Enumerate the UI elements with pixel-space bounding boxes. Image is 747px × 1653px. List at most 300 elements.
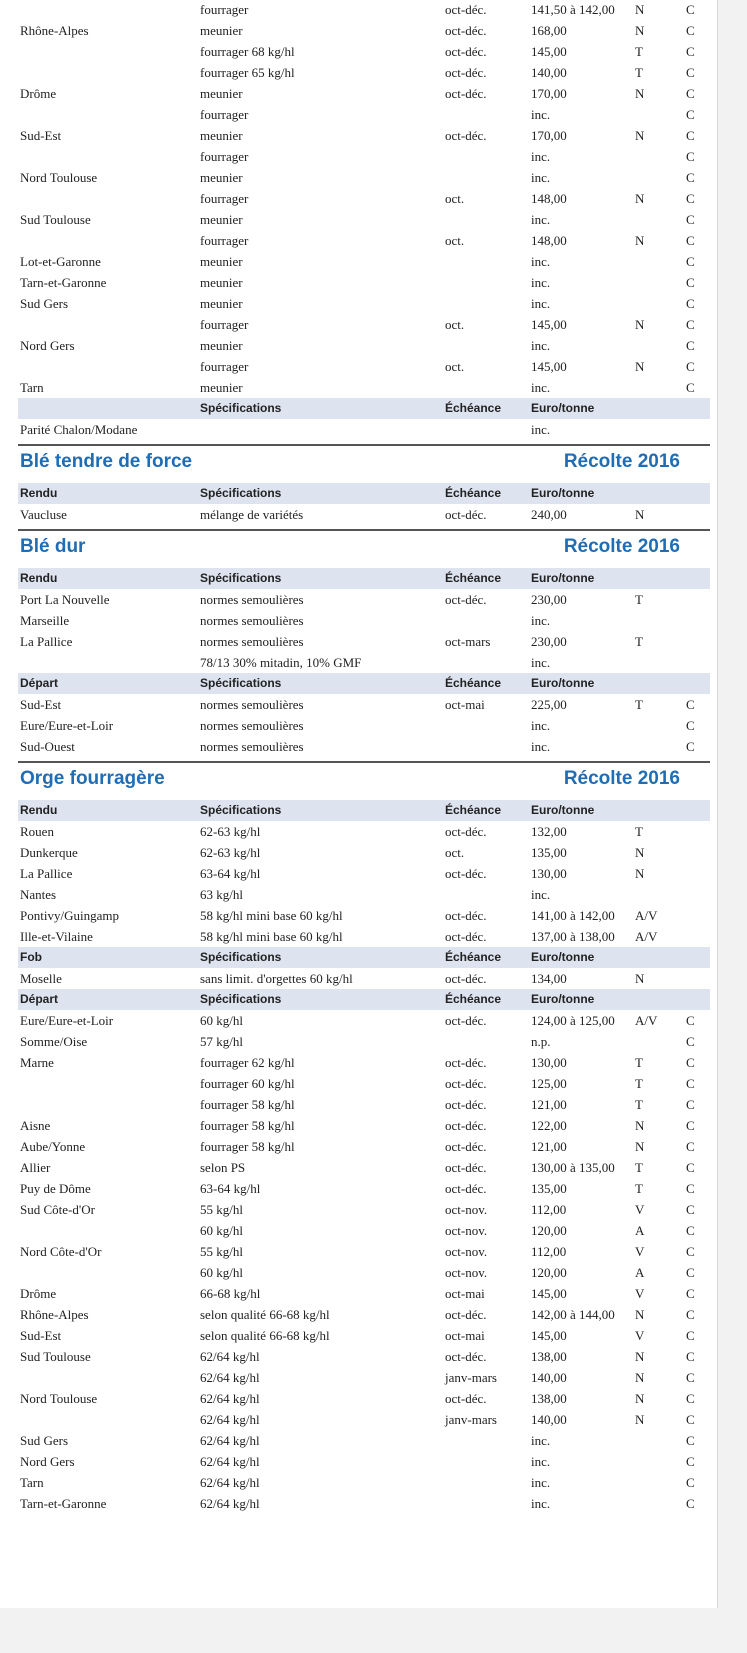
price-cell: 148,00: [531, 233, 567, 248]
condition-cell: C: [686, 275, 695, 290]
price-cell: inc.: [531, 380, 551, 395]
delivery-cell: N: [635, 507, 645, 522]
delivery-cell: A/V: [635, 1013, 658, 1028]
price-cell: 240,00: [531, 507, 567, 522]
table-row: [18, 968, 710, 989]
location-cell: Tarn: [20, 1475, 44, 1490]
table-row: [18, 1220, 710, 1241]
condition-cell: C: [686, 212, 695, 227]
table-row: [18, 842, 710, 863]
table-header-row: [18, 483, 710, 504]
due-cell: oct.: [445, 191, 465, 206]
column-header: Rendu: [20, 486, 58, 500]
location-cell: Nord Gers: [20, 338, 75, 353]
spec-cell: sans limit. d'orgettes 60 kg/hl: [200, 971, 353, 986]
due-cell: oct.: [445, 359, 465, 374]
condition-cell: C: [686, 1223, 695, 1238]
location-cell: Sud Côte-d'Or: [20, 1202, 95, 1217]
price-cell: 230,00: [531, 634, 567, 649]
location-cell: Marne: [20, 1055, 54, 1070]
location-cell: Puy de Dôme: [20, 1181, 91, 1196]
price-cell: 138,00: [531, 1349, 567, 1364]
spec-cell: mélange de variétés: [200, 507, 304, 522]
condition-cell: C: [686, 1118, 695, 1133]
column-header: Échéance: [445, 992, 502, 1006]
table-row: [18, 1010, 710, 1031]
spec-cell: 62-63 kg/hl: [200, 845, 261, 860]
due-cell: oct-déc.: [445, 1013, 487, 1028]
location-cell: Rhône-Alpes: [20, 23, 89, 38]
location-cell: Sud Toulouse: [20, 212, 91, 227]
spec-cell: fourrager: [200, 107, 249, 122]
table-row: [18, 293, 710, 314]
table-row: [18, 41, 710, 62]
delivery-cell: V: [635, 1328, 645, 1343]
condition-cell: C: [686, 23, 695, 38]
condition-cell: C: [686, 1475, 695, 1490]
spec-cell: fourrager: [200, 317, 249, 332]
delivery-cell: N: [635, 86, 645, 101]
due-cell: oct-déc.: [445, 2, 487, 17]
spec-cell: 62/64 kg/hl: [200, 1349, 260, 1364]
location-cell: Sud-Ouest: [20, 739, 75, 754]
condition-cell: C: [686, 170, 695, 185]
section-title: Blé dur: [20, 536, 86, 557]
column-header: Échéance: [445, 676, 502, 690]
due-cell: oct-déc.: [445, 908, 487, 923]
spec-cell: meunier: [200, 86, 243, 101]
spec-cell: 62/64 kg/hl: [200, 1412, 260, 1427]
condition-cell: C: [686, 1244, 695, 1259]
spec-cell: meunier: [200, 380, 243, 395]
table-row: [18, 83, 710, 104]
delivery-cell: N: [635, 317, 645, 332]
delivery-cell: N: [635, 1349, 645, 1364]
spec-cell: meunier: [200, 338, 243, 353]
price-cell: inc.: [531, 718, 551, 733]
location-cell: Drôme: [20, 1286, 57, 1301]
price-cell: 145,00: [531, 1328, 567, 1343]
table-row: [18, 694, 710, 715]
spec-cell: 63 kg/hl: [200, 887, 243, 902]
location-cell: Aube/Yonne: [20, 1139, 86, 1154]
spec-cell: fourrager: [200, 233, 249, 248]
due-cell: oct-déc.: [445, 1118, 487, 1133]
condition-cell: C: [686, 1286, 695, 1301]
table-row: [18, 209, 710, 230]
condition-cell: C: [686, 191, 695, 206]
table-row: [18, 884, 710, 905]
condition-cell: C: [686, 1139, 695, 1154]
spec-cell: meunier: [200, 254, 243, 269]
price-cell: 112,00: [531, 1244, 567, 1259]
table-header-row: [18, 989, 710, 1010]
price-cell: inc.: [531, 338, 551, 353]
table-row: [18, 188, 710, 209]
delivery-cell: N: [635, 2, 645, 17]
spec-cell: meunier: [200, 170, 243, 185]
section-divider: [18, 761, 710, 763]
price-cell: 134,00: [531, 971, 567, 986]
due-cell: oct-déc.: [445, 1307, 487, 1322]
delivery-cell: N: [635, 23, 645, 38]
spec-cell: 63-64 kg/hl: [200, 866, 261, 881]
price-cell: inc.: [531, 422, 551, 437]
condition-cell: C: [686, 1328, 695, 1343]
spec-cell: 55 kg/hl: [200, 1202, 243, 1217]
table-row: [18, 1241, 710, 1262]
table-row: [18, 610, 710, 631]
table-row: [18, 715, 710, 736]
location-cell: Sud-Est: [20, 697, 62, 712]
due-cell: oct-déc.: [445, 1097, 487, 1112]
table-row: [18, 504, 710, 525]
price-cell: 138,00: [531, 1391, 567, 1406]
table-header-row: [18, 800, 710, 821]
condition-cell: C: [686, 1265, 695, 1280]
delivery-cell: T: [635, 1160, 643, 1175]
delivery-cell: T: [635, 634, 643, 649]
spec-cell: meunier: [200, 128, 243, 143]
due-cell: oct-déc.: [445, 507, 487, 522]
location-cell: Marseille: [20, 613, 70, 628]
condition-cell: C: [686, 1097, 695, 1112]
spec-cell: meunier: [200, 23, 243, 38]
condition-cell: C: [686, 1496, 695, 1511]
price-cell: inc.: [531, 613, 551, 628]
table-row: [18, 652, 710, 673]
spec-cell: fourrager 58 kg/hl: [200, 1139, 295, 1154]
price-cell: 135,00: [531, 845, 567, 860]
condition-cell: C: [686, 107, 695, 122]
condition-cell: C: [686, 233, 695, 248]
location-cell: Nord Toulouse: [20, 170, 98, 185]
location-cell: Somme/Oise: [20, 1034, 88, 1049]
due-cell: janv-mars: [445, 1370, 497, 1385]
column-header: Spécifications: [200, 950, 282, 964]
condition-cell: C: [686, 1076, 695, 1091]
location-cell: Rouen: [20, 824, 54, 839]
due-cell: oct-déc.: [445, 65, 487, 80]
condition-cell: C: [686, 2, 695, 17]
price-cell: inc.: [531, 1454, 551, 1469]
table-row: [18, 104, 710, 125]
table-row: [18, 272, 710, 293]
column-header: Fob: [20, 950, 42, 964]
location-cell: Dunkerque: [20, 845, 78, 860]
table-row: [18, 1409, 710, 1430]
condition-cell: C: [686, 1181, 695, 1196]
table-row: [18, 1199, 710, 1220]
location-cell: Vaucluse: [20, 507, 67, 522]
column-header: Euro/tonne: [531, 803, 595, 817]
delivery-cell: N: [635, 1139, 645, 1154]
table-row: [18, 1073, 710, 1094]
price-cell: 124,00 à 125,00: [531, 1013, 615, 1028]
column-header: Spécifications: [200, 803, 282, 817]
spec-cell: selon PS: [200, 1160, 246, 1175]
delivery-cell: T: [635, 1181, 643, 1196]
spec-cell: meunier: [200, 296, 243, 311]
delivery-cell: N: [635, 1370, 645, 1385]
delivery-cell: N: [635, 845, 645, 860]
table-header-row: [18, 673, 710, 694]
section-divider: [18, 444, 710, 446]
location-cell: Allier: [20, 1160, 51, 1175]
condition-cell: C: [686, 718, 695, 733]
condition-cell: C: [686, 697, 695, 712]
due-cell: oct-déc.: [445, 824, 487, 839]
price-cell: inc.: [531, 887, 551, 902]
price-cell: 148,00: [531, 191, 567, 206]
table-row: [18, 1346, 710, 1367]
price-cell: inc.: [531, 107, 551, 122]
location-cell: Nord Gers: [20, 1454, 75, 1469]
spec-cell: 55 kg/hl: [200, 1244, 243, 1259]
condition-cell: C: [686, 296, 695, 311]
delivery-cell: T: [635, 697, 643, 712]
condition-cell: C: [686, 1160, 695, 1175]
condition-cell: C: [686, 86, 695, 101]
column-header: Spécifications: [200, 571, 282, 585]
due-cell: oct-déc.: [445, 1139, 487, 1154]
spec-cell: 60 kg/hl: [200, 1265, 243, 1280]
delivery-cell: A/V: [635, 929, 658, 944]
delivery-cell: T: [635, 1055, 643, 1070]
table-row: [18, 125, 710, 146]
condition-cell: C: [686, 1055, 695, 1070]
table-row: [18, 1283, 710, 1304]
spec-cell: 57 kg/hl: [200, 1034, 243, 1049]
spec-cell: selon qualité 66-68 kg/hl: [200, 1328, 330, 1343]
location-cell: La Pallice: [20, 866, 73, 881]
table-row: [18, 1367, 710, 1388]
due-cell: janv-mars: [445, 1412, 497, 1427]
table-header-row: [18, 947, 710, 968]
location-cell: Aisne: [20, 1118, 51, 1133]
table-row: [18, 356, 710, 377]
delivery-cell: V: [635, 1286, 645, 1301]
table-row: [18, 230, 710, 251]
price-cell: 122,00: [531, 1118, 567, 1133]
spec-cell: 58 kg/hl mini base 60 kg/hl: [200, 908, 343, 923]
table-row: [18, 1031, 710, 1052]
price-cell: 141,00 à 142,00: [531, 908, 615, 923]
location-cell: Moselle: [20, 971, 62, 986]
price-cell: 120,00: [531, 1265, 567, 1280]
spec-cell: normes semoulières: [200, 718, 304, 733]
column-header: Échéance: [445, 571, 502, 585]
table-row: [18, 1493, 710, 1514]
spec-cell: fourrager 65 kg/hl: [200, 65, 295, 80]
spec-cell: 78/13 30% mitadin, 10% GMF: [200, 655, 362, 670]
price-cell: 141,50 à 142,00: [531, 2, 615, 17]
delivery-cell: T: [635, 1076, 643, 1091]
location-cell: Pontivy/Guingamp: [20, 908, 119, 923]
table-row: [18, 1178, 710, 1199]
price-cell: inc.: [531, 170, 551, 185]
price-cell: 145,00: [531, 359, 567, 374]
price-cell: inc.: [531, 1433, 551, 1448]
price-cell: 168,00: [531, 23, 567, 38]
spec-cell: fourrager: [200, 149, 249, 164]
delivery-cell: V: [635, 1244, 645, 1259]
spec-cell: normes semoulières: [200, 697, 304, 712]
table-row: [18, 631, 710, 652]
price-cell: inc.: [531, 655, 551, 670]
condition-cell: C: [686, 317, 695, 332]
table-row: [18, 1094, 710, 1115]
location-cell: Nantes: [20, 887, 57, 902]
price-cell: 140,00: [531, 1370, 567, 1385]
price-cell: 140,00: [531, 65, 567, 80]
table-row: [18, 926, 710, 947]
spec-cell: fourrager 60 kg/hl: [200, 1076, 295, 1091]
condition-cell: C: [686, 1412, 695, 1427]
due-cell: oct-déc.: [445, 86, 487, 101]
column-header: Euro/tonne: [531, 401, 595, 415]
price-cell: 137,00 à 138,00: [531, 929, 615, 944]
price-cell: inc.: [531, 254, 551, 269]
location-cell: Rhône-Alpes: [20, 1307, 89, 1322]
price-cell: 230,00: [531, 592, 567, 607]
price-cell: 225,00: [531, 697, 567, 712]
due-cell: oct-nov.: [445, 1223, 488, 1238]
price-cell: inc.: [531, 275, 551, 290]
condition-cell: C: [686, 1454, 695, 1469]
spec-cell: 62-63 kg/hl: [200, 824, 261, 839]
due-cell: oct-déc.: [445, 1055, 487, 1070]
table-row: [18, 905, 710, 926]
due-cell: oct-nov.: [445, 1265, 488, 1280]
delivery-cell: V: [635, 1202, 645, 1217]
delivery-cell: A: [635, 1223, 645, 1238]
due-cell: oct.: [445, 233, 465, 248]
due-cell: oct-déc.: [445, 866, 487, 881]
column-header: Échéance: [445, 401, 502, 415]
price-cell: 132,00: [531, 824, 567, 839]
condition-cell: C: [686, 1349, 695, 1364]
table-row: [18, 1388, 710, 1409]
column-header: Rendu: [20, 803, 58, 817]
column-header: Euro/tonne: [531, 676, 595, 690]
due-cell: oct-nov.: [445, 1244, 488, 1259]
delivery-cell: N: [635, 1307, 645, 1322]
table-row: [18, 377, 710, 398]
delivery-cell: N: [635, 1118, 645, 1133]
location-cell: Tarn-et-Garonne: [20, 275, 107, 290]
condition-cell: C: [686, 1034, 695, 1049]
column-header: Échéance: [445, 950, 502, 964]
spec-cell: meunier: [200, 212, 243, 227]
price-cell: 125,00: [531, 1076, 567, 1091]
section-harvest-year: Récolte 2016: [563, 451, 680, 472]
delivery-cell: N: [635, 1391, 645, 1406]
spec-cell: 62/64 kg/hl: [200, 1475, 260, 1490]
column-header: Spécifications: [200, 992, 282, 1006]
condition-cell: C: [686, 44, 695, 59]
location-cell: Lot-et-Garonne: [20, 254, 101, 269]
location-cell: Eure/Eure-et-Loir: [20, 718, 114, 733]
column-header: Départ: [20, 992, 59, 1006]
spec-cell: 62/64 kg/hl: [200, 1454, 260, 1469]
column-header: Spécifications: [200, 676, 282, 690]
delivery-cell: T: [635, 1097, 643, 1112]
price-cell: inc.: [531, 296, 551, 311]
spec-cell: fourrager 62 kg/hl: [200, 1055, 295, 1070]
due-cell: oct-nov.: [445, 1202, 488, 1217]
location-cell: Nord Côte-d'Or: [20, 1244, 102, 1259]
due-cell: oct-mars: [445, 634, 491, 649]
column-header: Échéance: [445, 803, 502, 817]
due-cell: oct-déc.: [445, 1076, 487, 1091]
section-title: Orge fourragère: [20, 768, 165, 789]
delivery-cell: N: [635, 359, 645, 374]
location-cell: Tarn-et-Garonne: [20, 1496, 107, 1511]
price-cell: 130,00: [531, 1055, 567, 1070]
spec-cell: 62/64 kg/hl: [200, 1496, 260, 1511]
spec-cell: normes semoulières: [200, 739, 304, 754]
table-row: [18, 589, 710, 610]
column-header: Euro/tonne: [531, 486, 595, 500]
table-row: [18, 736, 710, 757]
price-cell: 120,00: [531, 1223, 567, 1238]
column-header: Rendu: [20, 571, 58, 585]
price-cell: 170,00: [531, 86, 567, 101]
location-cell: Parité Chalon/Modane: [20, 422, 138, 437]
price-cell: 140,00: [531, 1412, 567, 1427]
spec-cell: 62/64 kg/hl: [200, 1391, 260, 1406]
delivery-cell: A/V: [635, 908, 658, 923]
due-cell: oct-déc.: [445, 1181, 487, 1196]
table-row: [18, 251, 710, 272]
table-row: [18, 1115, 710, 1136]
due-cell: oct.: [445, 317, 465, 332]
table-row: [18, 0, 710, 20]
spec-cell: fourrager 68 kg/hl: [200, 44, 295, 59]
column-header: Euro/tonne: [531, 571, 595, 585]
condition-cell: C: [686, 1370, 695, 1385]
spec-cell: fourrager: [200, 359, 249, 374]
price-cell: 130,00 à 135,00: [531, 1160, 615, 1175]
table-header-row: [18, 398, 710, 419]
spec-cell: fourrager 58 kg/hl: [200, 1118, 295, 1133]
location-cell: Sud Gers: [20, 1433, 69, 1448]
location-cell: Nord Toulouse: [20, 1391, 98, 1406]
location-cell: Ille-et-Vilaine: [20, 929, 93, 944]
spec-cell: 60 kg/hl: [200, 1223, 243, 1238]
table-row: [18, 863, 710, 884]
due-cell: oct-déc.: [445, 1160, 487, 1175]
spec-cell: 62/64 kg/hl: [200, 1370, 260, 1385]
price-cell: 121,00: [531, 1139, 567, 1154]
price-cell: inc.: [531, 1475, 551, 1490]
price-cell: 142,00 à 144,00: [531, 1307, 615, 1322]
table-row: [18, 146, 710, 167]
spec-cell: 63-64 kg/hl: [200, 1181, 261, 1196]
column-header: Échéance: [445, 486, 502, 500]
delivery-cell: T: [635, 44, 643, 59]
location-cell: Sud-Est: [20, 128, 62, 143]
section-harvest-year: Récolte 2016: [563, 536, 680, 557]
delivery-cell: T: [635, 65, 643, 80]
table-header-row: [18, 568, 710, 589]
column-header: Spécifications: [200, 486, 282, 500]
table-row: [18, 821, 710, 842]
due-cell: oct-déc.: [445, 1349, 487, 1364]
condition-cell: C: [686, 149, 695, 164]
spec-cell: 60 kg/hl: [200, 1013, 243, 1028]
